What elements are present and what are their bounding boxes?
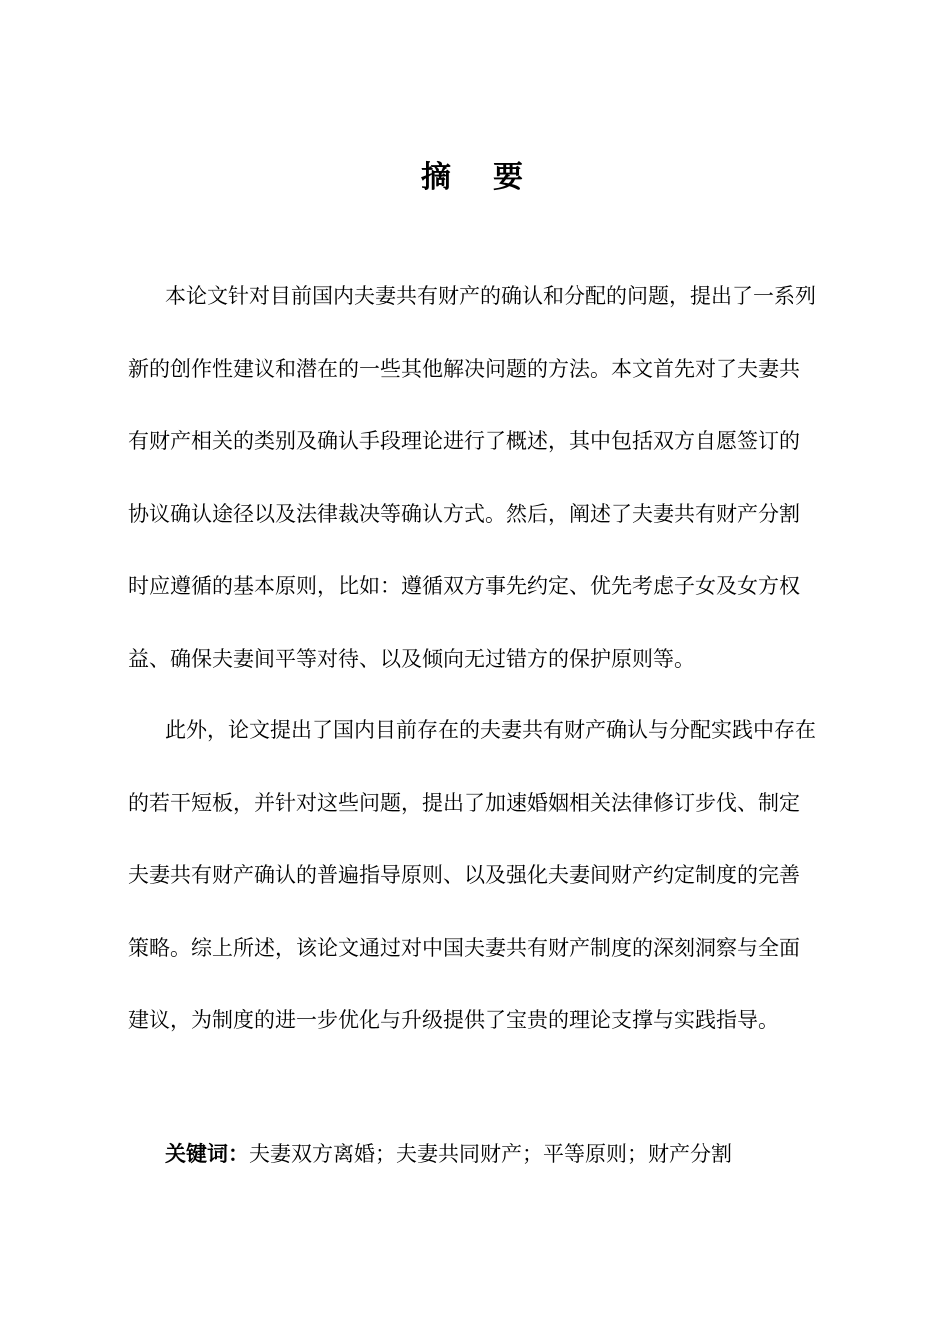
paragraph-line: 新的创作性建议和潜在的一些其他解决问题的方法。本文首先对了夫妻共 (128, 356, 800, 381)
paragraph-line: 夫妻共有财产确认的普遍指导原则、以及强化夫妻间财产约定制度的完善 (128, 863, 800, 888)
paragraph-line: 时应遵循的基本原则，比如：遵循双方事先约定、优先考虑子女及女方权 (128, 574, 800, 599)
keywords-text: 夫妻双方离婚；夫妻共同财产；平等原则；财产分割 (249, 1142, 732, 1166)
abstract-paragraph-2 (128, 694, 868, 1057)
paragraph-line: 建议，为制度的进一步优化与升级提供了宝贵的理论支撑与实践指导。 (128, 1008, 779, 1033)
paragraph-line: 有财产相关的类别及确认手段理论进行了概述，其中包括双方自愿签订的 (128, 429, 800, 454)
page-title: 摘要 (421, 160, 565, 195)
abstract-paragraph-1 (128, 260, 868, 696)
paragraph-line: 的若干短板，并针对这些问题，提出了加速婚姻相关法律修订步伐、制定 (128, 790, 800, 815)
paragraph-line: 本论文针对目前国内夫妻共有财产的确认和分配的问题，提出了一系列 (165, 284, 816, 308)
keywords-label: 关键词： (165, 1142, 249, 1166)
paragraph-line: 此外，论文提出了国内目前存在的夫妻共有财产确认与分配实践中存在 (165, 718, 816, 742)
keywords (165, 1138, 885, 1170)
paragraph-line: 策略。综上所述，该论文通过对中国夫妻共有财产制度的深刻洞察与全面 (128, 935, 800, 960)
paragraph-line: 益、确保夫妻间平等对待、以及倾向无过错方的保护原则等。 (128, 646, 695, 671)
paragraph-line: 协议确认途径以及法律裁决等确认方式。然后，阐述了夫妻共有财产分割 (128, 501, 800, 526)
